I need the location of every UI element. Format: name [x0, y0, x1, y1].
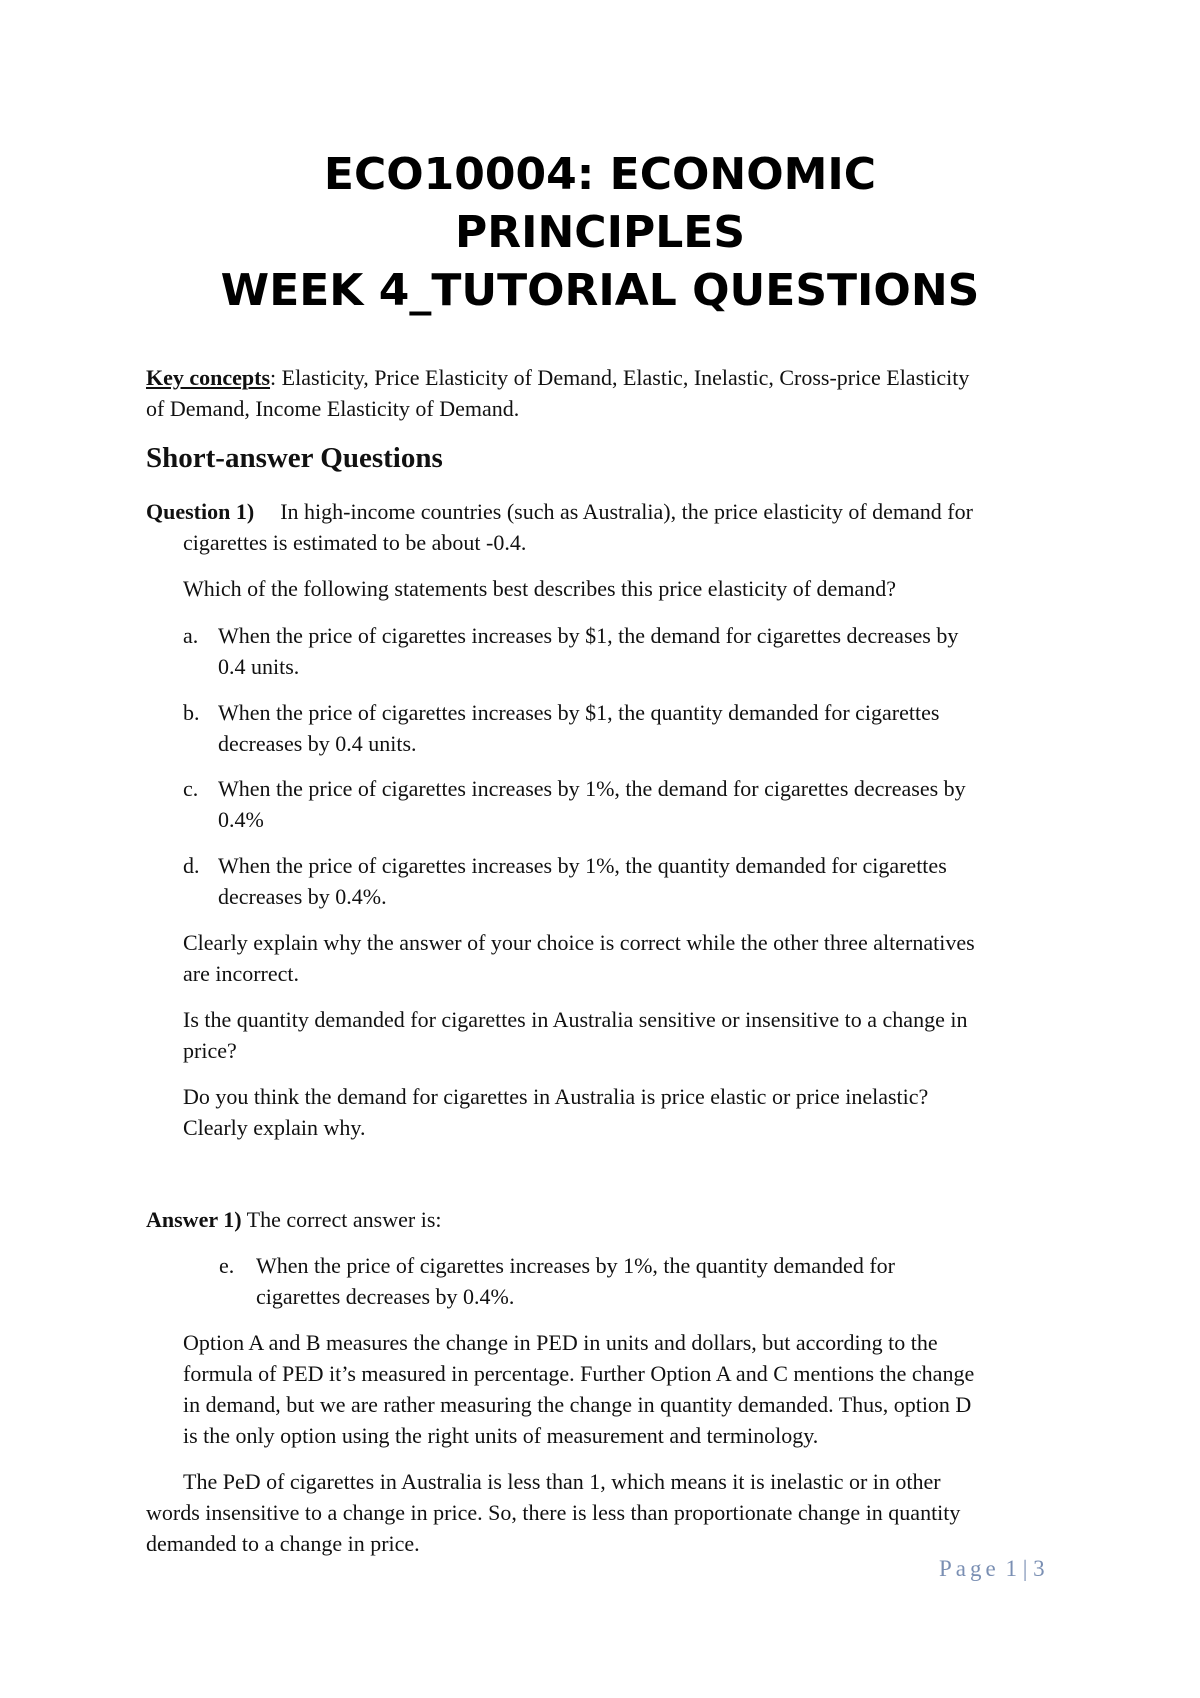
key-concepts-label: Key concepts [146, 365, 271, 390]
question-1-prompt: Which of the following statements best describes this price elasticity of demand? [183, 576, 896, 601]
key-concepts-list: : Elasticity, Price Elasticity of Demand, Elastic, Inelastic, Cross-price Elasticity [270, 365, 970, 390]
elastic-line-2: Clearly explain why. [183, 1115, 366, 1140]
page-footer [939, 1554, 1045, 1584]
answer-1-intro: The correct answer is: [241, 1207, 442, 1232]
explain-line-2: are incorrect. [183, 961, 300, 986]
page-number: 1 | 3 [1005, 1556, 1045, 1581]
answer-1-line [146, 1204, 442, 1235]
explain-line-1: Clearly explain why the answer of your choice is correct while the other three alternatives [183, 930, 975, 955]
page-word: Page [939, 1556, 1000, 1581]
key-concepts-line-1 [146, 362, 969, 393]
option-text-line-2: decreases by 0.4%. [218, 884, 387, 909]
option-text-line-1: When the price of cigarettes increases by 1%, the demand for cigarettes decreases by [218, 776, 966, 801]
option-letter: c. [183, 776, 199, 801]
answer-para-1-line-4: is the only option using the right units of measurement and terminology. [183, 1423, 819, 1448]
question-1-label: Question 1) [146, 499, 255, 524]
question-1-line-2: cigarettes is estimated to be about -0.4. [183, 530, 527, 555]
answer-para-2-line-3: demanded to a change in price. [146, 1531, 420, 1556]
answer-choice-line-2: cigarettes decreases by 0.4%. [256, 1284, 515, 1309]
title-line-2: PRINCIPLES [454, 207, 746, 258]
option-letter: a. [183, 623, 199, 648]
option-letter: d. [183, 853, 200, 878]
title-line-1: ECO10004: ECONOMIC [323, 149, 877, 200]
sensitive-line-2: price? [183, 1038, 237, 1063]
option-text-line-2: 0.4 units. [218, 654, 300, 679]
answer-para-1-line-2: formula of PED it’s measured in percentage. Further Option A and C mentions the change [183, 1361, 975, 1386]
option-text-line-2: 0.4% [218, 807, 264, 832]
question-1-text: In high-income countries (such as Australia), the price elasticity of demand for [280, 499, 973, 524]
answer-1-label: Answer 1) [146, 1207, 242, 1232]
answer-para-1-line-3: in demand, but we are rather measuring the change in quantity demanded. Thus, option D [183, 1392, 972, 1417]
option-text-line-1: When the price of cigarettes increases by $1, the quantity demanded for cigarettes [218, 700, 940, 725]
option-text-line-1: When the price of cigarettes increases by $1, the demand for cigarettes decreases by [218, 623, 959, 648]
title-line-3: WEEK 4_TUTORIAL QUESTIONS [220, 265, 980, 316]
answer-para-1-line-1: Option A and B measures the change in PED in units and dollars, but according to the [183, 1330, 938, 1355]
option-text-line-2: decreases by 0.4 units. [218, 731, 417, 756]
sensitive-line-1: Is the quantity demanded for cigarettes in Australia sensitive or insensitive to a change in [183, 1007, 968, 1032]
section-heading: Short-answer Questions [146, 442, 443, 474]
answer-choice-line-1: When the price of cigarettes increases by 1%, the quantity demanded for [256, 1253, 895, 1278]
document-title [0, 146, 1200, 320]
answer-para-2-line-2: words insensitive to a change in price. So, there is less than proportionate change in quantity [146, 1500, 961, 1525]
key-concepts-line-2: of Demand, Income Elasticity of Demand. [146, 396, 520, 421]
answer-para-2-line-1: The PeD of cigarettes in Australia is less than 1, which means it is inelastic or in other [183, 1469, 941, 1494]
elastic-line-1: Do you think the demand for cigarettes in Australia is price elastic or price inelastic? [183, 1084, 929, 1109]
answer-choice-letter: e. [219, 1253, 235, 1278]
question-1-line-1 [146, 496, 973, 527]
option-letter: b. [183, 700, 200, 725]
option-text-line-1: When the price of cigarettes increases by 1%, the quantity demanded for cigarettes [218, 853, 947, 878]
